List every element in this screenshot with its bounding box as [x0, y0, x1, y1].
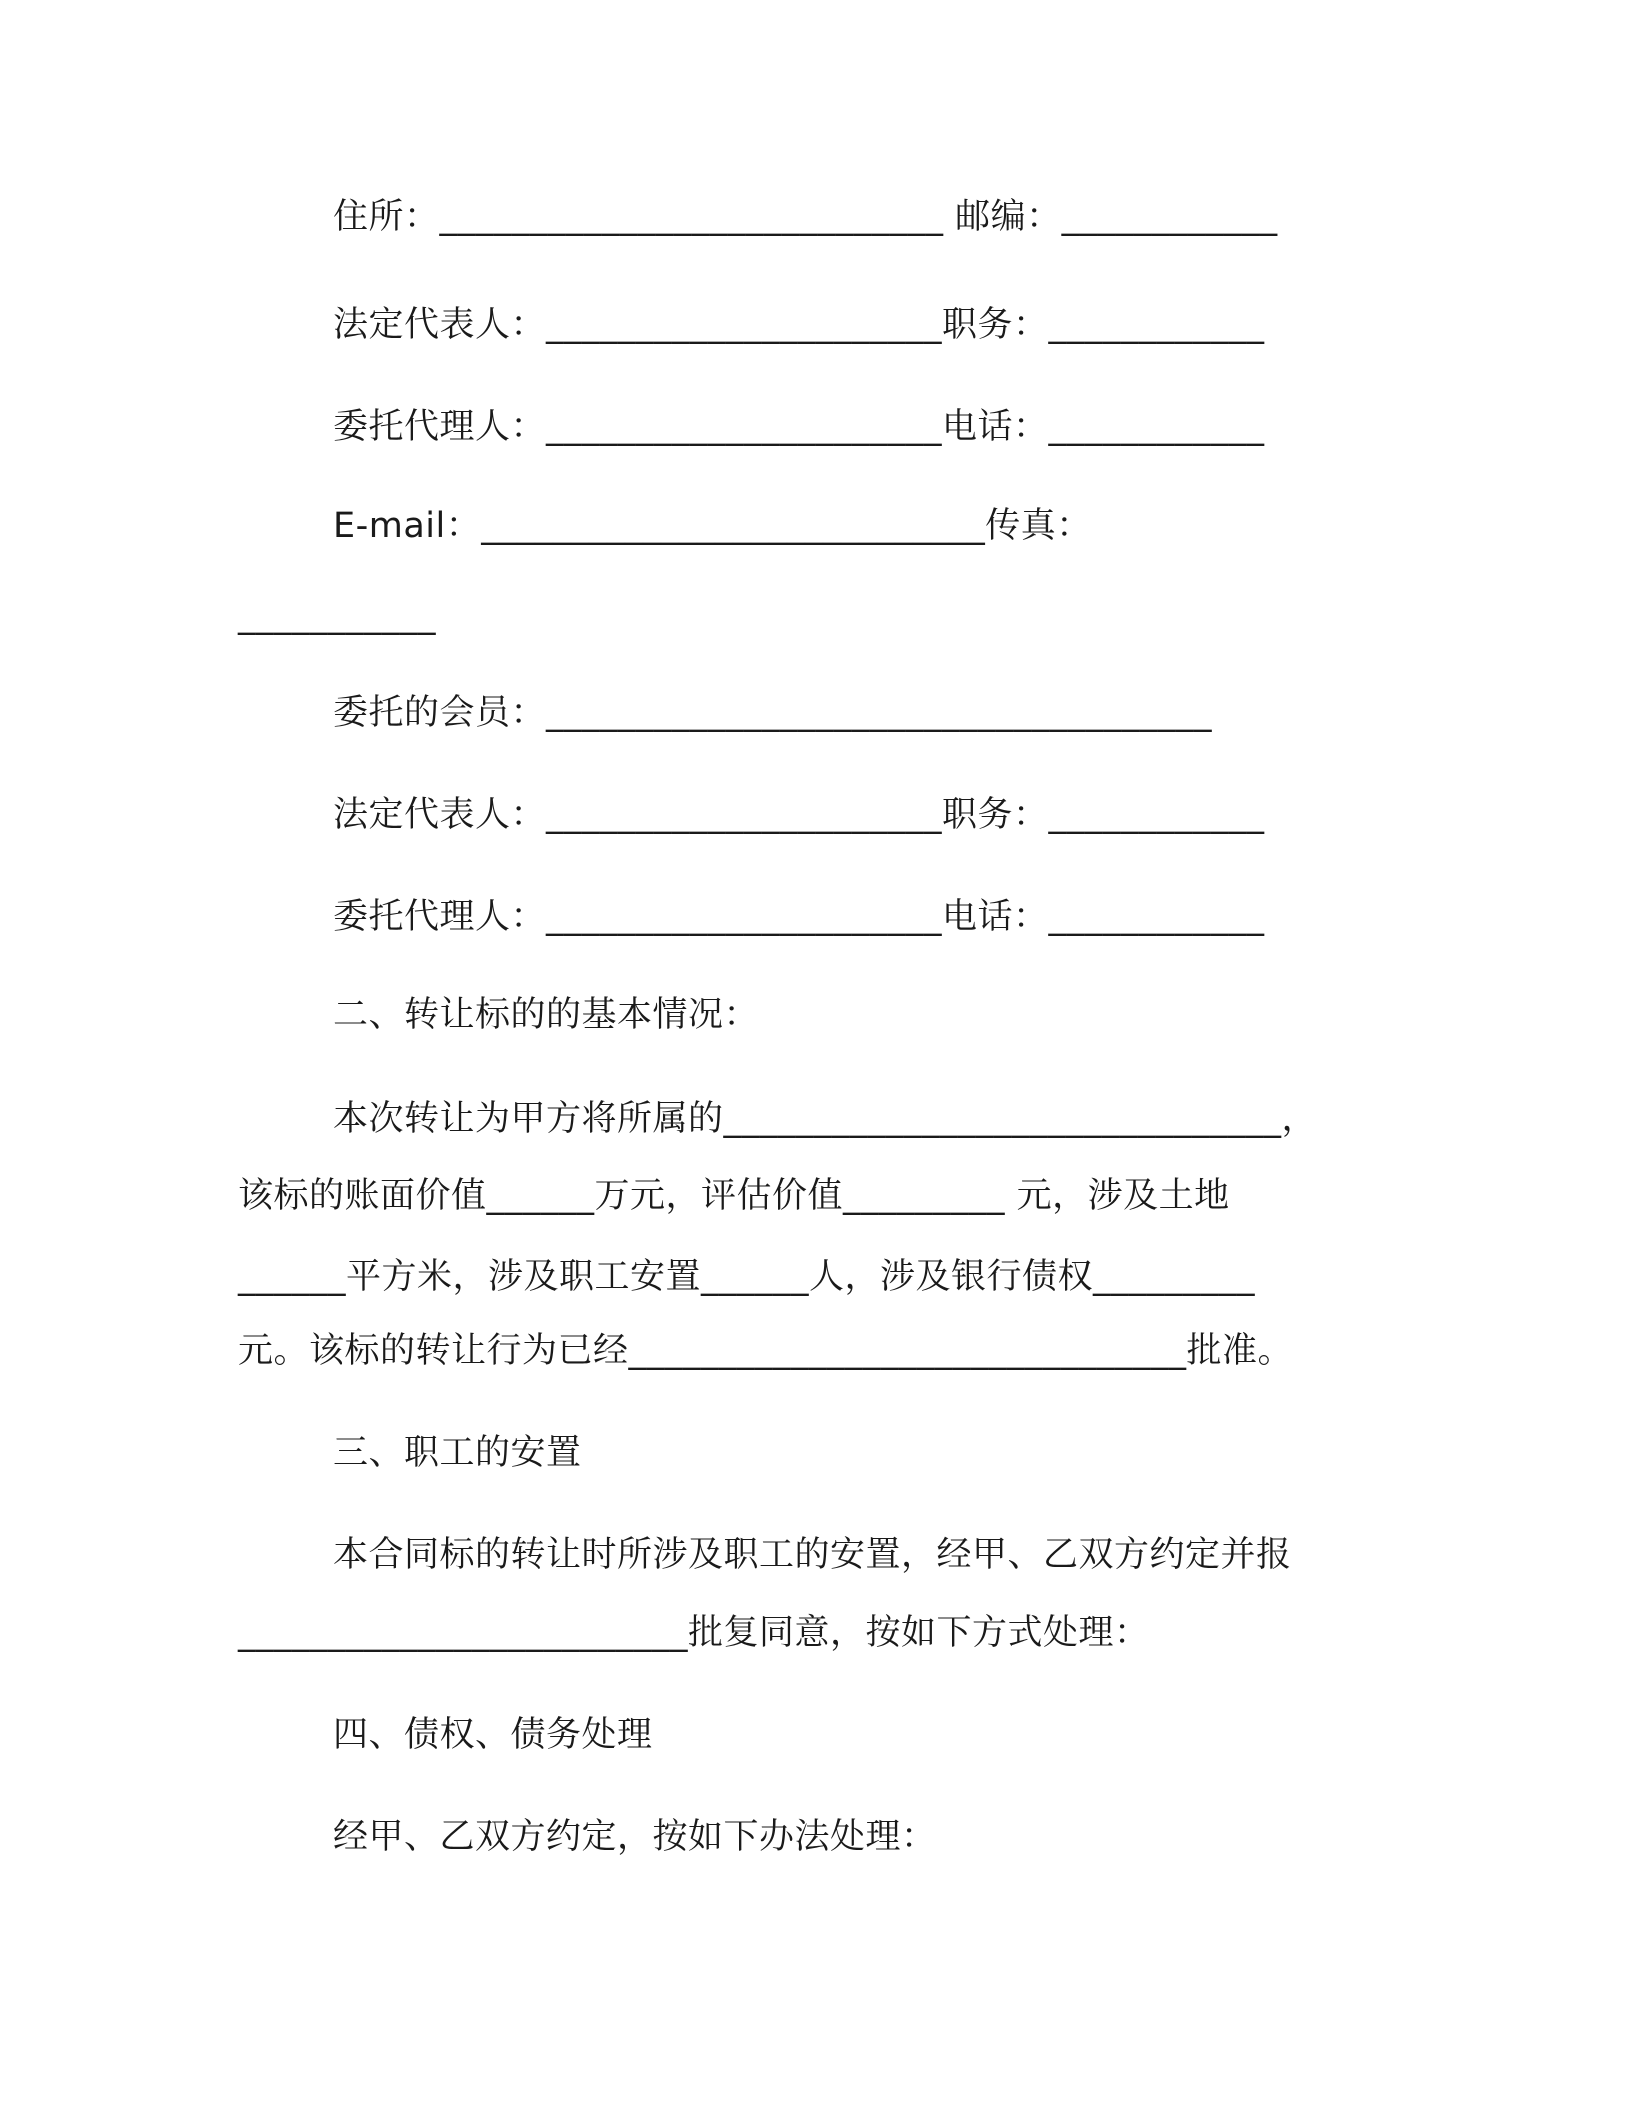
paragraph-line-5: 本合同标的转让时所涉及职工的安置，经甲、乙双方约定并报: [333, 1535, 1292, 1575]
doc-line-agent-1: 委托代理人：______________________电话：____________: [333, 407, 1265, 447]
section-heading-2: 二、转让标的的基本情况：: [333, 995, 760, 1035]
doc-line-fax-blank: ___________: [238, 596, 436, 636]
doc-line-email: E-mail：____________________________传真：: [333, 506, 1092, 546]
doc-line-member: 委托的会员：_____________________________________: [333, 693, 1213, 733]
paragraph-line-3: ______平方米，涉及职工安置______人，涉及银行债权_________: [238, 1257, 1256, 1297]
paragraph-line-6: _________________________批复同意，按如下方式处理：: [238, 1613, 1150, 1653]
doc-line-address: 住所：____________________________ 邮编：____________: [333, 197, 1278, 237]
paragraph-line-1: 本次转让为甲方将所属的_______________________________，: [333, 1099, 1318, 1139]
doc-line-agent-2: 委托代理人：______________________电话：____________: [333, 897, 1265, 937]
paragraph-line-7: 经甲、乙双方约定，按如下办法处理：: [333, 1817, 937, 1857]
section-heading-4: 四、债权、债务处理: [333, 1715, 653, 1755]
doc-line-legal-rep-1: 法定代表人：______________________职务：____________: [333, 305, 1265, 345]
section-heading-3: 三、职工的安置: [333, 1433, 582, 1473]
paragraph-line-2: 该标的账面价值______万元，评估价值_________ 元，涉及土地: [238, 1176, 1230, 1216]
paragraph-line-4: 元。该标的转让行为已经_______________________________批准。: [238, 1331, 1294, 1371]
doc-line-legal-rep-2: 法定代表人：______________________职务：____________: [333, 795, 1265, 835]
